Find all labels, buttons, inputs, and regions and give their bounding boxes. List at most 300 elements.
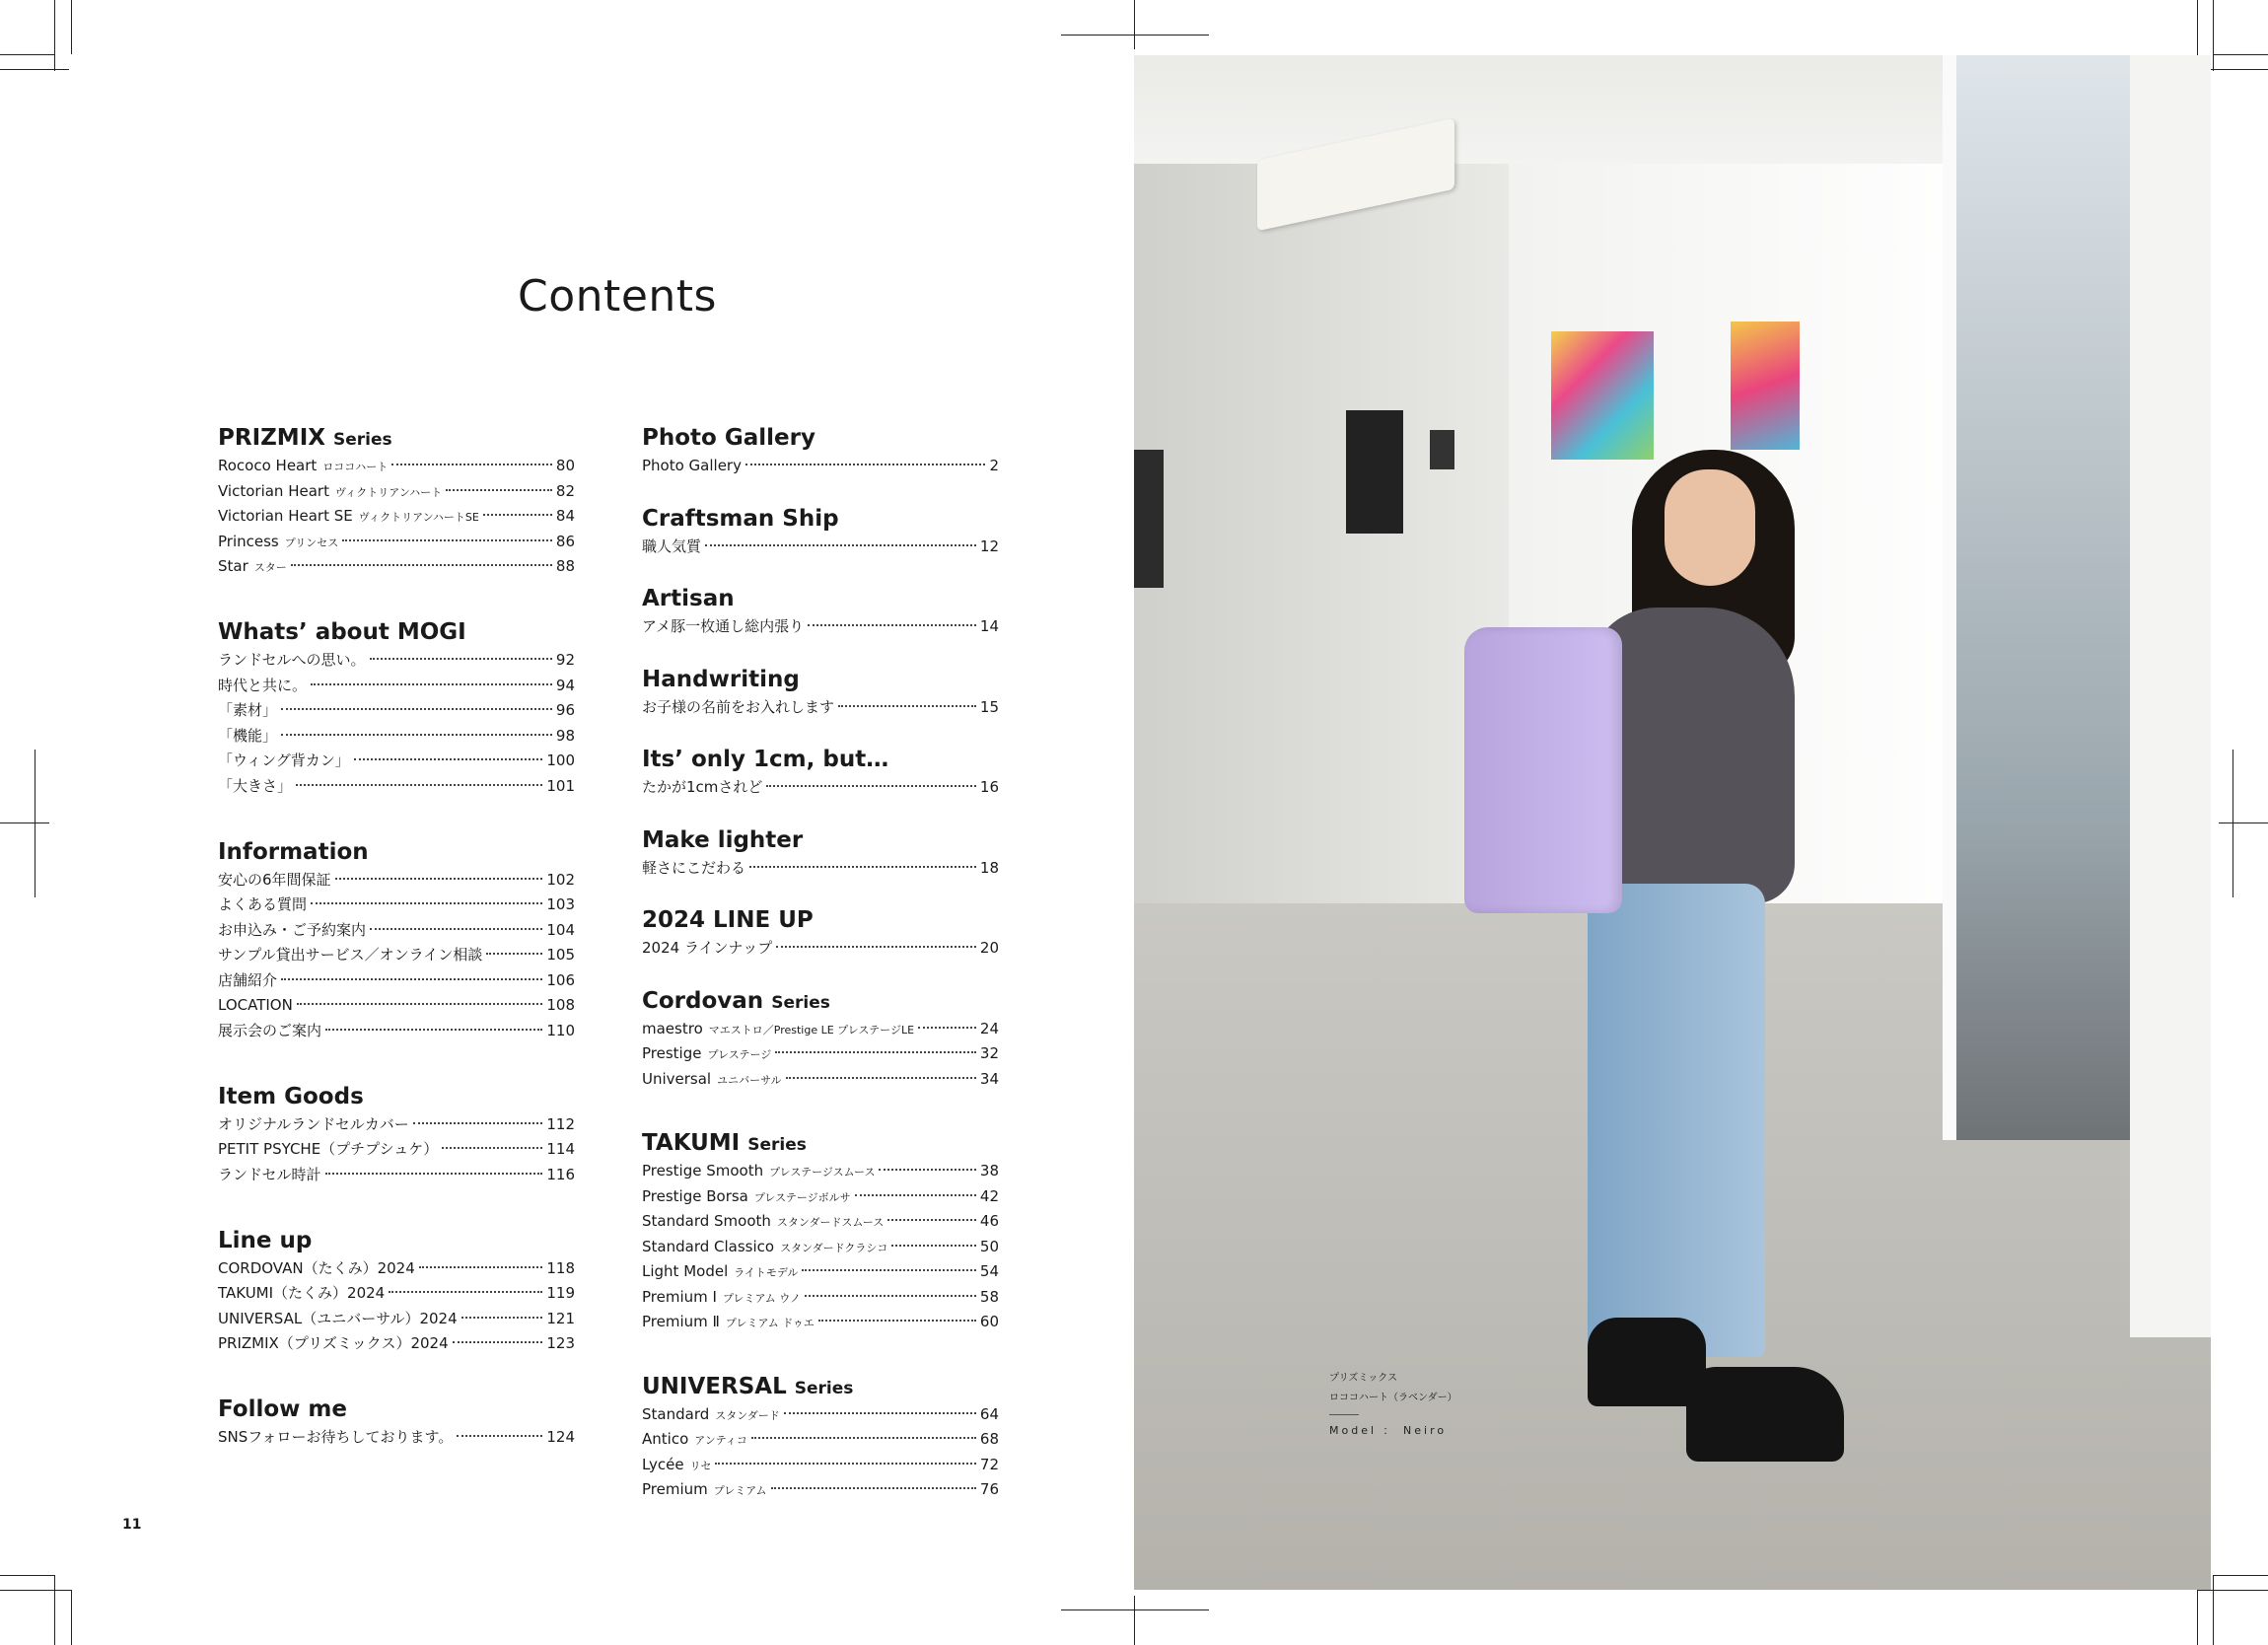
crop-mark: [1061, 35, 1209, 36]
toc-entry[interactable]: [218, 479, 575, 505]
entry-japanese-label: プレミアム ドゥエ: [725, 1317, 815, 1329]
section-title: UNIVERSAL: [642, 1373, 787, 1399]
entry-label: Antico: [642, 1430, 689, 1448]
toc-entry[interactable]: [642, 535, 999, 560]
entry-page-number: 46: [979, 1212, 999, 1230]
entry-label: 職人気質: [642, 536, 702, 555]
crop-mark: [2197, 1590, 2198, 1645]
section-title: Handwriting: [642, 666, 800, 692]
toc-section: [642, 503, 999, 560]
dot-leader: [855, 1194, 976, 1196]
entry-label: Standard Classico: [642, 1237, 775, 1255]
toc-entry[interactable]: [218, 1425, 575, 1451]
entry-page-number: 98: [555, 726, 575, 745]
toc-entry[interactable]: [642, 1184, 999, 1210]
entry-page-number: 114: [546, 1140, 575, 1158]
toc-section: [218, 422, 575, 580]
crop-mark: [71, 1590, 72, 1645]
dot-leader: [311, 902, 542, 904]
entry-label: 「機能」: [218, 726, 278, 745]
entry-label: SNSフォローお待ちしております。: [218, 1428, 454, 1446]
section-heading: [218, 1081, 575, 1112]
entry-japanese-label: ロココハート: [322, 461, 389, 473]
dot-leader: [281, 734, 552, 736]
dot-leader: [311, 683, 552, 685]
entry-label: オリジナルランドセルカバー: [218, 1114, 409, 1133]
section-heading: [218, 616, 575, 648]
section-suffix: Series: [794, 1378, 854, 1398]
entry-page-number: 123: [546, 1334, 575, 1352]
toc-entry[interactable]: [218, 698, 575, 724]
toc-entry[interactable]: [218, 774, 575, 800]
dot-leader: [419, 1266, 543, 1268]
entry-label: 展示会のご案内: [218, 1021, 322, 1039]
toc-section: [642, 904, 999, 962]
entry-label: Victorian Heart SE: [218, 507, 353, 525]
dot-leader: [461, 1317, 543, 1319]
dot-leader: [325, 1029, 542, 1031]
dot-leader: [786, 1077, 976, 1079]
toc-entry[interactable]: [218, 724, 575, 750]
toc-entry[interactable]: [642, 1017, 999, 1042]
photo-window: [1943, 55, 2154, 1140]
section-suffix: Series: [333, 430, 392, 450]
entry-label: UNIVERSAL（ユニバーサル）2024: [218, 1309, 458, 1327]
toc-entry[interactable]: [218, 893, 575, 918]
entry-page-number: 16: [979, 778, 999, 796]
entry-label: Victorian Heart: [218, 481, 329, 500]
dot-leader: [808, 624, 976, 626]
entry-page-number: 106: [546, 970, 575, 989]
photo-caption: [1329, 1369, 1457, 1441]
section-title: Follow me: [218, 1396, 347, 1422]
toc-section: [642, 985, 999, 1093]
section-heading: [642, 503, 999, 535]
entry-page-number: 88: [555, 557, 575, 575]
dot-leader: [838, 705, 976, 707]
toc-entry[interactable]: [218, 530, 575, 555]
section-heading: [642, 904, 999, 936]
dot-leader: [918, 1027, 976, 1029]
dot-leader: [291, 564, 552, 566]
toc-section: [218, 1081, 575, 1188]
entry-label: お子様の名前をお入れします: [642, 697, 835, 716]
crop-mark: [0, 54, 55, 55]
entry-page-number: 64: [979, 1404, 999, 1423]
toc-entry[interactable]: [642, 454, 999, 479]
entry-japanese-label: スタンダードスムース: [776, 1216, 885, 1229]
toc-entry[interactable]: [218, 1137, 575, 1163]
entry-label: 時代と共に。: [218, 676, 308, 694]
artwork-frame: [1731, 322, 1800, 450]
section-heading: [642, 664, 999, 695]
entry-label: Light Model: [642, 1262, 729, 1280]
shoe: [1686, 1367, 1844, 1462]
entry-page-number: 105: [546, 946, 575, 964]
entry-page-number: 58: [979, 1287, 999, 1306]
dot-leader: [354, 758, 543, 760]
entry-label: 「大きさ」: [218, 776, 293, 795]
crop-mark: [54, 0, 55, 71]
crop-mark: [2213, 1575, 2214, 1645]
girl-jeans: [1588, 884, 1765, 1357]
entry-label: Standard Smooth: [642, 1212, 771, 1230]
entry-label: サンプル貸出サービス／オンライン相談: [218, 946, 483, 964]
toc-entry[interactable]: [642, 1159, 999, 1184]
dot-leader: [391, 464, 552, 465]
caption-series: プリズミックス: [1329, 1373, 1398, 1384]
entry-label: ランドセルへの思い。: [218, 651, 366, 669]
section-heading: [642, 1127, 999, 1159]
section-title: Photo Gallery: [642, 425, 815, 451]
entry-label: TAKUMI（たくみ）2024: [218, 1284, 386, 1302]
entry-label: よくある質問: [218, 895, 308, 913]
dot-leader: [442, 1147, 542, 1149]
toc-entry[interactable]: [642, 695, 999, 721]
entry-label: PETIT PSYCHE（プチプシュケ）: [218, 1140, 439, 1158]
page-title: Contents: [518, 271, 717, 322]
dot-leader: [766, 785, 976, 787]
toc-entry[interactable]: [642, 1067, 999, 1093]
artwork-frame: [1134, 450, 1164, 588]
entry-page-number: 32: [979, 1044, 999, 1062]
dot-leader: [771, 1487, 976, 1489]
entry-page-number: 108: [546, 996, 575, 1014]
dot-leader: [749, 866, 976, 868]
entry-label: たかが1cmされど: [642, 778, 763, 796]
entry-page-number: 92: [555, 651, 575, 669]
dot-leader: [446, 489, 552, 491]
toc-section: [642, 824, 999, 882]
section-heading: [218, 422, 575, 454]
toc-entry[interactable]: [218, 1256, 575, 1282]
crop-mark: [0, 1575, 55, 1576]
caption-product: ロココハート（ラベンダー）: [1329, 1393, 1457, 1403]
entry-page-number: 121: [546, 1309, 575, 1327]
entry-label: 2024 ラインナップ: [642, 939, 773, 957]
crop-mark: [2219, 822, 2268, 823]
toc-column-right: [642, 422, 999, 1503]
toc-entry[interactable]: [218, 993, 575, 1019]
entry-page-number: 2: [989, 457, 999, 474]
dot-leader: [389, 1291, 542, 1293]
entry-page-number: 100: [546, 751, 575, 769]
toc-entry[interactable]: [642, 1427, 999, 1453]
entry-page-number: 20: [979, 939, 999, 957]
section-title: PRIZMIX: [218, 425, 325, 451]
crop-mark: [2213, 54, 2268, 55]
caption-rule: [1329, 1414, 1359, 1415]
entry-label: Star: [218, 557, 248, 575]
toc-entry[interactable]: [642, 775, 999, 801]
toc-entry[interactable]: [218, 1331, 575, 1357]
entry-label: 「ウィング背カン」: [218, 751, 350, 769]
artwork-frame: [1551, 331, 1654, 460]
entry-page-number: 42: [979, 1186, 999, 1205]
entry-label: 軽さにこだわる: [642, 858, 746, 877]
toc-entry[interactable]: [218, 1281, 575, 1307]
entry-page-number: 15: [979, 697, 999, 716]
dot-leader: [413, 1122, 543, 1124]
entry-page-number: 119: [546, 1284, 575, 1302]
randoseru-backpack: [1464, 627, 1622, 913]
entry-label: Photo Gallery: [642, 457, 742, 474]
dot-leader: [483, 514, 552, 516]
section-title: Artisan: [642, 586, 735, 611]
entry-label: LOCATION: [218, 996, 293, 1014]
entry-page-number: 118: [546, 1258, 575, 1277]
entry-page-number: 102: [546, 870, 575, 889]
section-heading: [642, 824, 999, 856]
section-title: Item Goods: [218, 1083, 364, 1109]
toc-entry[interactable]: [642, 1209, 999, 1235]
entry-page-number: 104: [546, 920, 575, 939]
entry-label: Premium: [642, 1480, 708, 1498]
entry-japanese-label: リセ: [689, 1459, 712, 1472]
section-heading: [642, 583, 999, 614]
dot-leader: [705, 544, 976, 546]
entry-label: Prestige: [642, 1044, 702, 1062]
section-title: Whats’ about MOGI: [218, 619, 466, 645]
entry-page-number: 60: [979, 1313, 999, 1330]
toc-section: [218, 1225, 575, 1357]
entry-label: Princess: [218, 532, 279, 550]
crop-mark: [2213, 1575, 2268, 1576]
crop-mark: [71, 0, 72, 54]
entry-page-number: 116: [546, 1165, 575, 1183]
entry-page-number: 14: [979, 617, 999, 635]
entry-japanese-label: プレステージボルサ: [753, 1190, 851, 1204]
section-title: 2024 LINE UP: [642, 907, 814, 933]
entry-page-number: 12: [979, 536, 999, 555]
artwork-frame: [1430, 430, 1454, 469]
entry-japanese-label: アンティコ: [694, 1434, 747, 1447]
entry-label: Lycée: [642, 1455, 684, 1473]
toc-entry[interactable]: [642, 856, 999, 882]
section-title: Cordovan: [642, 987, 764, 1014]
dot-leader: [745, 464, 985, 465]
dot-leader: [370, 658, 552, 660]
entry-japanese-label: ヴィクトリアンハートSE: [358, 511, 479, 524]
entry-page-number: 38: [979, 1162, 999, 1180]
crop-mark: [54, 1575, 55, 1645]
entry-page-number: 96: [555, 701, 575, 719]
dot-leader: [335, 878, 543, 880]
crop-mark: [0, 822, 49, 823]
dot-leader: [297, 1003, 543, 1005]
section-suffix: Series: [747, 1135, 807, 1155]
entry-label: Rococo Heart: [218, 457, 318, 474]
entry-page-number: 72: [979, 1455, 999, 1473]
section-heading: [218, 1225, 575, 1256]
crop-mark: [0, 69, 69, 70]
entry-japanese-label: プレステージ: [707, 1048, 772, 1061]
toc-entry[interactable]: [218, 504, 575, 530]
entry-page-number: 94: [555, 676, 575, 694]
toc-section: [218, 1394, 575, 1451]
entry-japanese-label: スター: [253, 561, 287, 574]
gallery-photo: [1134, 55, 2211, 1590]
dot-leader: [818, 1320, 976, 1322]
entry-page-number: 103: [546, 895, 575, 913]
dot-leader: [486, 953, 542, 955]
toc-entry[interactable]: [642, 1235, 999, 1260]
section-title: Information: [218, 838, 369, 865]
entry-label: アメ豚一枚通し総内張り: [642, 617, 805, 635]
section-heading: [218, 1394, 575, 1425]
entry-page-number: 24: [979, 1019, 999, 1037]
toc-entry[interactable]: [642, 1259, 999, 1285]
crop-mark: [2197, 0, 2198, 55]
entry-page-number: 54: [979, 1262, 999, 1280]
crop-mark: [1061, 1609, 1209, 1610]
entry-label: Standard: [642, 1404, 710, 1423]
toc-entry[interactable]: [218, 968, 575, 994]
entry-label: Premium Ⅱ: [642, 1313, 720, 1330]
toc-entry[interactable]: [218, 454, 575, 479]
toc-entry[interactable]: [218, 943, 575, 968]
entry-japanese-label: スタンダードクラシコ: [780, 1241, 888, 1254]
toc-entry[interactable]: [642, 1402, 999, 1428]
section-title: TAKUMI: [642, 1130, 741, 1156]
entry-page-number: 50: [979, 1237, 999, 1255]
entry-label: お申込み・ご予約案内: [218, 920, 367, 939]
dot-leader: [281, 708, 552, 710]
entry-page-number: 80: [555, 457, 575, 474]
section-heading: [642, 1371, 999, 1402]
dot-leader: [784, 1412, 976, 1414]
dot-leader: [802, 1269, 976, 1271]
entry-page-number: 124: [546, 1428, 575, 1446]
toc-section: [642, 422, 999, 479]
toc-entry[interactable]: [218, 674, 575, 699]
entry-page-number: 82: [555, 481, 575, 500]
toc-entry[interactable]: [642, 1041, 999, 1067]
section-heading: [642, 985, 999, 1017]
toc-entry[interactable]: [642, 614, 999, 640]
entry-label: CORDOVAN（たくみ）2024: [218, 1258, 415, 1277]
entry-japanese-label: プレステージスムース: [769, 1166, 876, 1179]
toc-entry[interactable]: [642, 1477, 999, 1503]
dot-leader: [453, 1341, 543, 1343]
caption-model: Model ： Neiro: [1329, 1424, 1448, 1437]
toc-section: [642, 583, 999, 640]
entry-label: PRIZMIX（プリズミックス）2024: [218, 1334, 449, 1352]
section-heading: [642, 744, 999, 775]
entry-japanese-label: ライトモデル: [734, 1266, 799, 1279]
toc-entry[interactable]: [218, 918, 575, 944]
entry-label: 「素材」: [218, 701, 278, 719]
section-heading: [642, 422, 999, 454]
toc-entry[interactable]: [642, 1285, 999, 1311]
entry-japanese-label: プリンセス: [284, 536, 339, 549]
dot-leader: [805, 1295, 976, 1297]
section-title: Craftsman Ship: [642, 505, 839, 532]
entry-page-number: 86: [555, 532, 575, 550]
entry-page-number: 18: [979, 858, 999, 877]
toc-section: [642, 1371, 999, 1503]
toc-column-left: [218, 422, 575, 1451]
entry-page-number: 76: [979, 1480, 999, 1498]
toc-section: [642, 664, 999, 721]
entry-page-number: 110: [546, 1021, 575, 1039]
dot-leader: [776, 946, 976, 948]
dot-leader: [715, 1463, 975, 1465]
toc-entry[interactable]: [218, 1163, 575, 1188]
entry-label: maestro: [642, 1019, 703, 1037]
toc-entry[interactable]: [218, 1112, 575, 1138]
toc-entry[interactable]: [218, 554, 575, 580]
entry-label: Universal: [642, 1069, 712, 1088]
dot-leader: [879, 1169, 975, 1171]
section-title: Line up: [218, 1227, 313, 1253]
toc-entry[interactable]: [218, 749, 575, 774]
entry-page-number: 84: [555, 507, 575, 525]
entry-japanese-label: マエストロ／Prestige LE プレステージLE: [708, 1023, 915, 1037]
toc-section: [642, 1127, 999, 1335]
dot-leader: [296, 784, 542, 786]
dot-leader: [891, 1245, 976, 1247]
entry-japanese-label: スタンダード: [715, 1408, 780, 1422]
toc-entry[interactable]: [642, 936, 999, 962]
photo-ceiling: [1134, 55, 1982, 164]
section-suffix: Series: [771, 992, 830, 1013]
toc-section: [642, 744, 999, 801]
entry-page-number: 112: [546, 1114, 575, 1133]
entry-japanese-label: プレミアム: [713, 1484, 767, 1497]
entry-label: Premium Ⅰ: [642, 1287, 717, 1306]
entry-page-number: 68: [979, 1430, 999, 1448]
toc-section: [218, 836, 575, 1044]
toc-entry[interactable]: [218, 648, 575, 674]
dot-leader: [751, 1437, 976, 1439]
entry-japanese-label: ヴィクトリアンハート: [334, 485, 443, 499]
dot-leader: [457, 1435, 542, 1437]
crop-mark: [1134, 1596, 1135, 1645]
entry-label: ランドセル時計: [218, 1165, 321, 1183]
entry-page-number: 101: [546, 776, 575, 795]
crop-mark: [0, 1590, 71, 1591]
entry-label: Prestige Borsa: [642, 1186, 748, 1205]
toc-entry[interactable]: [642, 1310, 999, 1335]
toc-entry[interactable]: [218, 868, 575, 894]
dot-leader: [775, 1051, 976, 1053]
crop-mark: [2213, 0, 2214, 71]
dot-leader: [281, 978, 542, 980]
entry-japanese-label: ユニバーサル: [717, 1073, 782, 1087]
toc-entry[interactable]: [218, 1019, 575, 1044]
photo-pillar: [2130, 55, 2211, 1337]
entry-japanese-label: プレミアム ウノ: [722, 1291, 801, 1305]
dot-leader: [887, 1219, 976, 1221]
dot-leader: [342, 539, 552, 541]
crop-mark: [2197, 1590, 2268, 1591]
dot-leader: [370, 928, 542, 930]
entry-label: 店舗紹介: [218, 970, 278, 989]
entry-page-number: 34: [979, 1069, 999, 1088]
section-title: Make lighter: [642, 826, 804, 853]
page-number-left: 11: [122, 1517, 142, 1533]
toc-entry[interactable]: [218, 1307, 575, 1332]
girl-face: [1665, 469, 1755, 586]
toc-section: [218, 616, 575, 799]
entry-label: Prestige Smooth: [642, 1162, 764, 1180]
entry-label: 安心の6年間保証: [218, 870, 331, 889]
artwork-frame: [1346, 410, 1403, 534]
section-heading: [218, 836, 575, 868]
toc-entry[interactable]: [642, 1453, 999, 1478]
dot-leader: [325, 1173, 543, 1175]
